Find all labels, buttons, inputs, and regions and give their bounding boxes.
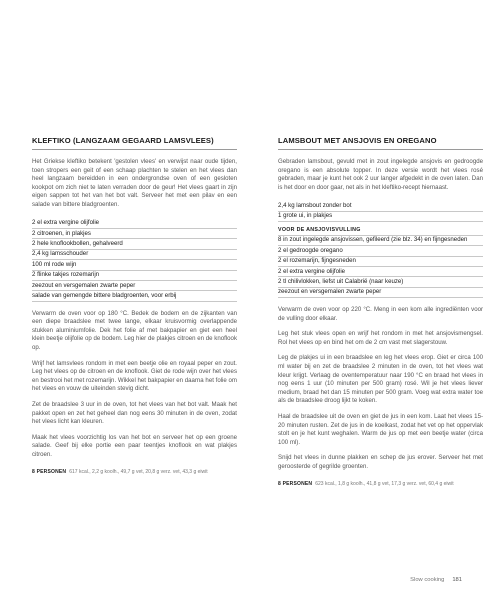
- ingredient-item: 2 tl chilivlokken, liefst uit Calabrië (naar keuze): [278, 277, 483, 287]
- section-name: Slow cooking: [410, 577, 445, 583]
- ingredient-item: 2,4 kg lamsschouder: [32, 250, 237, 260]
- page-footer: [410, 577, 462, 583]
- method-step: Zet de braadslee 3 uur in de oven, tot het vlees van het bot valt. Maak het pakket open en zet het geheel dan nog eens 30 minuten in de oven, zodat het vlees licht kan kleuren.: [32, 401, 237, 426]
- nutrition-info: 623 kcal., 1,8 g koolh., 41,8 g vet, 17,3 g verz. vet, 60,4 g eiwit: [315, 480, 454, 487]
- ingredient-item: 2 citroenen, in plakjes: [32, 229, 237, 239]
- method-step: Wrijf het lamsvlees rondom in met een beetje olie en royaal peper en zout. Leg het vlees op de citroen en de knoflook. Giet de rode wijn over het vlees en bestrooi het met rozemarijn. Wikkel het bakpapier en daarna het folie om het vlees en vouw de uiteinden stevig dicht.: [32, 359, 237, 393]
- ingredient-item: 2 el gedroogde oregano: [278, 246, 483, 256]
- method-step: Snijd het vlees in dunne plakken en schep de jus erover. Serveer het met geroosterde of gegrilde groenten.: [278, 454, 483, 470]
- ingredient-item: 2 hele knoflookbollen, gehalveerd: [32, 239, 237, 249]
- ingredient-item: 2 el rozemarijn, fijngesneden: [278, 257, 483, 267]
- recipe-intro: Gebraden lamsbout, gevuld met in zout ingelegde ansjovis en gedroogde oregano is een absolute topper. In deze versie wordt het vlees rosé gebraden, maar je kunt het ook 2 uur langer afgedekt in de oven laten. Dan is het door en door gaar, net als in het kleftiko-recept hiernaast.: [278, 158, 483, 191]
- ingredient-list: [32, 219, 237, 302]
- method-step: Maak het vlees voorzichtig los van het bot en serveer het op een groene salade. Geef bij elke portie een paar teentjes knoflook en wat plakjes citroen.: [32, 433, 237, 458]
- ingredient-item: zeezout en versgemalen zwarte peper: [278, 288, 483, 298]
- ingredient-item: 8 in zout ingelegde ansjovissen, gefileerd (zie blz. 34) en fijngesneden: [278, 236, 483, 246]
- recipe-kleftiko: [32, 136, 237, 476]
- servings-label: 8 PERSONEN: [32, 468, 67, 475]
- ingredient-list: [278, 201, 483, 298]
- ingredient-item: 2,4 kg lamsbout zonder bot: [278, 201, 483, 211]
- nutrition-info: 617 kcal., 2,2 g koolh., 49,7 g vet, 20,8 g verz. vet, 43,3 g eiwit: [69, 468, 208, 475]
- servings-nutrition: [32, 468, 237, 477]
- ingredient-item: 2 flinke takjes rozemarijn: [32, 271, 237, 281]
- servings-label: 8 PERSONEN: [278, 480, 313, 487]
- ingredient-item: 2 el extra vergine olijfolie: [278, 267, 483, 277]
- method-step: Verwarm de oven voor op 220 °C. Meng in een kom alle ingrediënten voor de vulling door elkaar.: [278, 306, 483, 322]
- servings-nutrition: [278, 480, 483, 489]
- ingredient-item: salade van gemengde bittere bladgroenten, voor erbij: [32, 291, 237, 301]
- method-step: Leg de plakjes ui in een braadslee en leg het vlees erop. Giet er circa 100 ml water bij en zet de braadslee 2 minuten in de oven, tot het vlees wat kleur krijgt. Verlaag de oventemperatuur naar 190 °C en braad het vlees in nog eens 1 uur (10 minuten per 500 gram) rosé. Wil je het vlees liever medium, braad het dan 15 minuten per 500 gram. Voeg wat extra water toe als de braadslee droog lijkt te koken.: [278, 354, 483, 405]
- ingredient-item: 1 grote ui, in plakjes: [278, 212, 483, 222]
- ingredient-item: 2 el extra vergine olijfolie: [32, 219, 237, 229]
- method-step: Leg het stuk vlees open en wrijf het rondom in met het ansjovismengsel. Rol het vlees op en bind het om de 2 cm vast met slagerstouw.: [278, 330, 483, 346]
- method-step: Verwarm de oven voor op 180 °C. Bedek de bodem en de zijkanten van een diepe braadslee met twee lange, elkaar kruisvormig overlappende stukken aluminiumfolie. Dek het folie af met bakpapier en giet een heel klein beetje olijfolie op de bodem. Leg hier de plakjes citroen en de knoflook op.: [32, 309, 237, 352]
- method-step: Haal de braadslee uit de oven en giet de jus in een kom. Laat het vlees 15-20 minuten rusten. Zet de jus in de koelkast, zodat het vet op het oppervlak stolt en je het kunt weghalen. Warm de jus op met een beetje water (circa 100 ml).: [278, 413, 483, 446]
- filling-heading: VOOR DE ANSJOVISVULLING: [278, 226, 483, 236]
- ingredient-item: 100 ml rode wijn: [32, 260, 237, 270]
- recipe-title: LAMSBOUT MET ANSJOVIS EN OREGANO: [278, 136, 483, 150]
- ingredient-item: zeezout en versgemalen zwarte peper: [32, 281, 237, 291]
- recipe-intro: Het Griekse kleftiko betekent 'gestolen vlees' en verwijst naar oude tijden, toen stropers een geit of een schaap plachten te stelen en het vlees dan heel langzaam bereidden in een ondergrondse oven of een gesloten kookpot om zich niet te laten verraden door de geur! Het vlees gaart in zijn eigen sappen tot het van het bot valt. Serveer het met een pilav en een salade van bittere bladgroenten.: [32, 158, 237, 208]
- recipe-lamsbout: [278, 136, 483, 488]
- page-number: 181: [452, 577, 462, 583]
- recipe-title: KLEFTIKO (LANGZAAM GEGAARD LAMSVLEES): [32, 136, 237, 150]
